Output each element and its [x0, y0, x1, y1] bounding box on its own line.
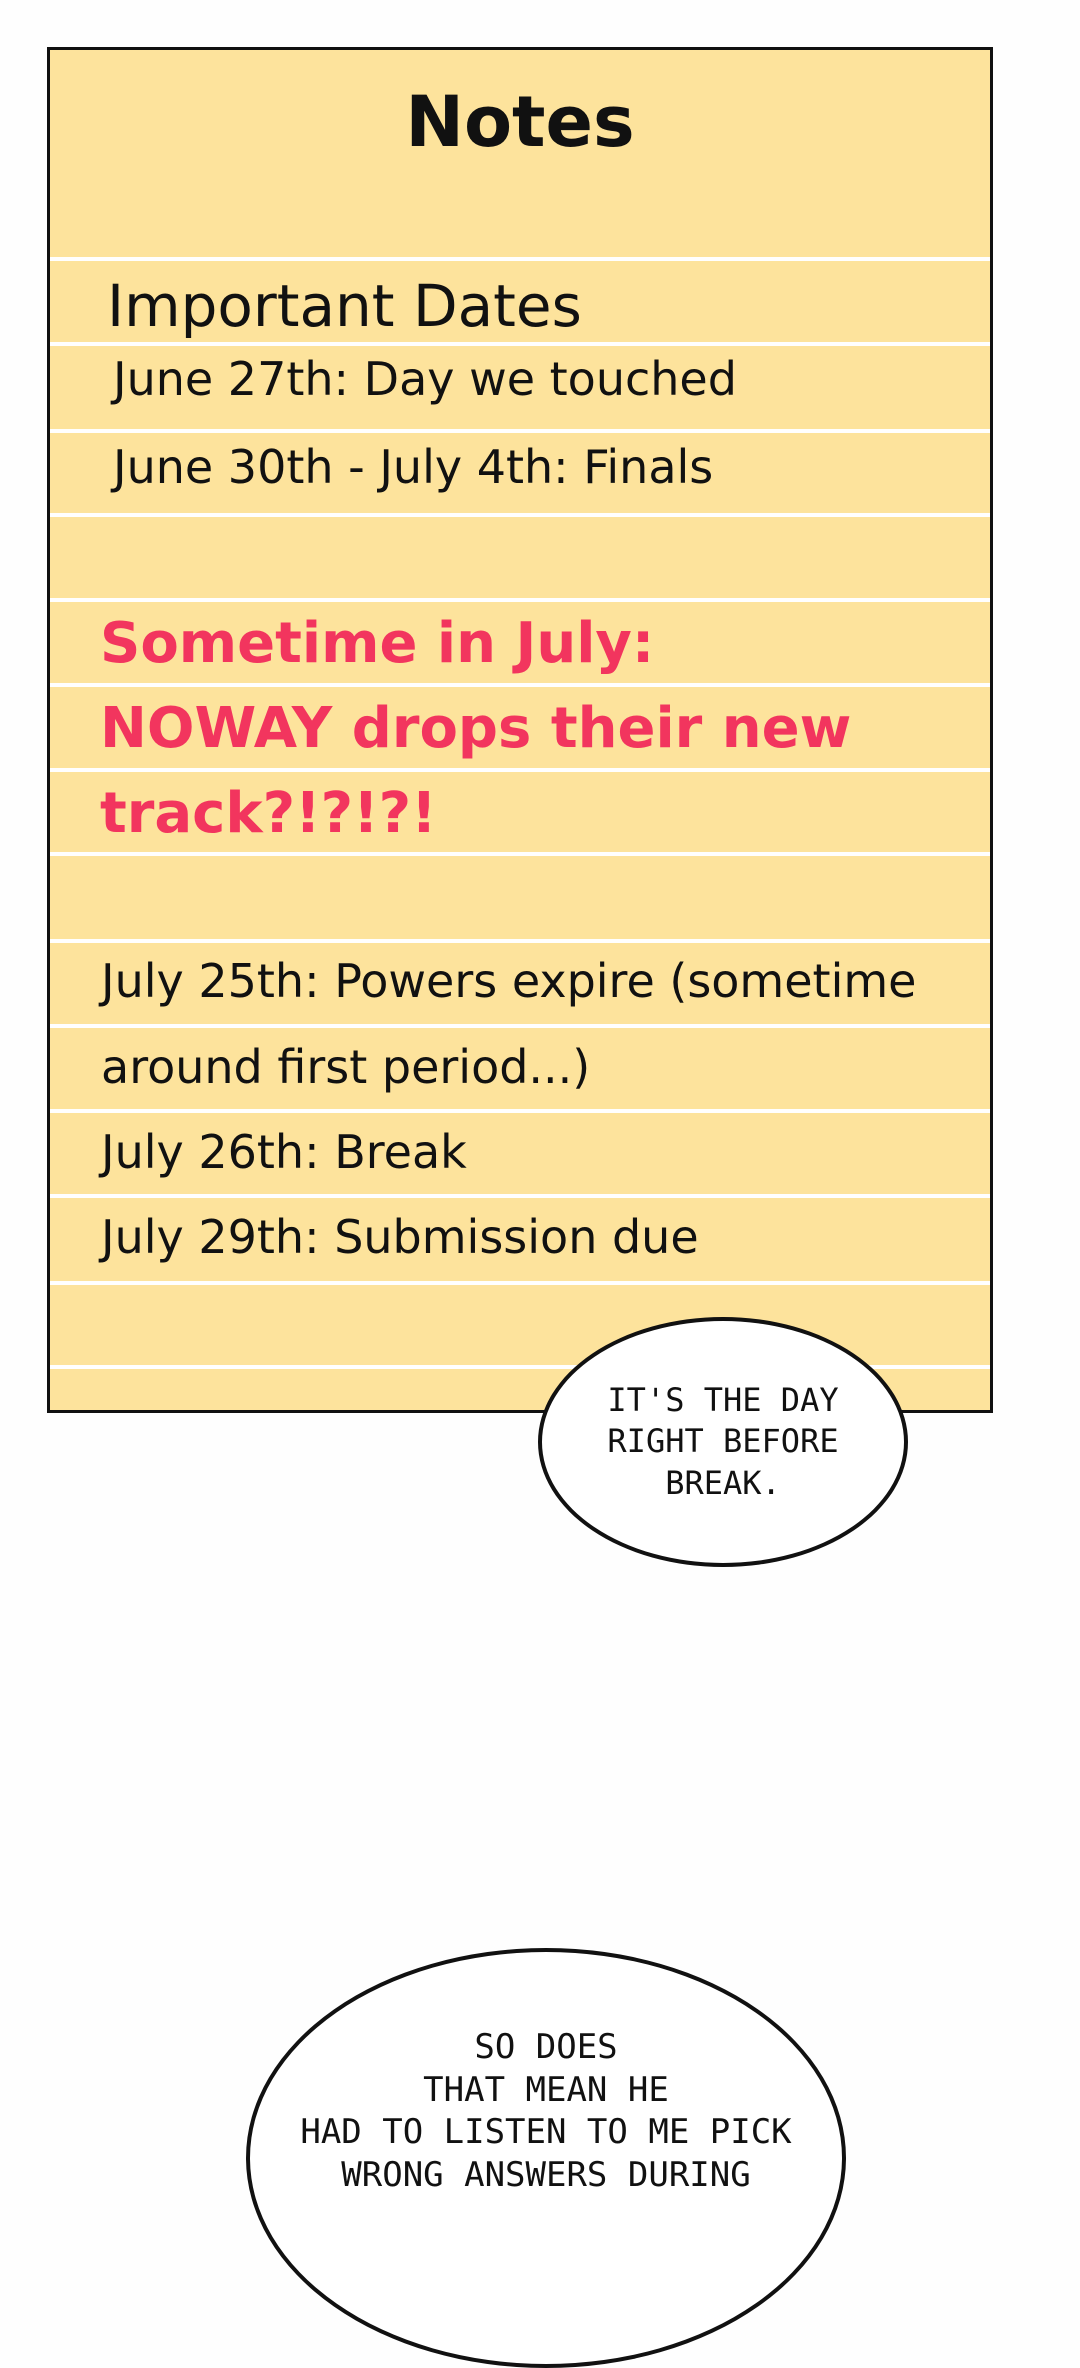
- speech-text: SO DOES: [474, 2027, 618, 2067]
- notes-title: Notes: [405, 81, 635, 163]
- date-entry: July 25th: Powers expire (sometime: [101, 954, 917, 1008]
- ruled-line: [50, 852, 990, 856]
- notes-card: [47, 47, 993, 1413]
- ruled-line: [50, 1281, 990, 1285]
- ruled-line: [50, 683, 990, 687]
- date-entry: June 27th: Day we touched: [113, 352, 737, 406]
- speech-text: RIGHT BEFORE: [607, 1422, 839, 1461]
- speech-text: HAD TO LISTEN TO ME PICK: [300, 2112, 792, 2152]
- date-entry: June 30th - July 4th: Finals: [113, 440, 714, 494]
- speech-bubble: [538, 1317, 908, 1567]
- highlight-line: Sometime in July:: [100, 611, 655, 676]
- highlight-line: track?!?!?!: [100, 781, 437, 846]
- speech-text: BREAK.: [665, 1463, 781, 1502]
- important-dates-heading: Important Dates: [107, 272, 582, 340]
- ruled-line: [50, 342, 990, 346]
- ruled-line: [50, 939, 990, 943]
- speech-text: THAT MEAN HE: [423, 2069, 669, 2110]
- date-entry: July 26th: Break: [101, 1125, 467, 1179]
- speech-bubble: [246, 1948, 846, 2368]
- speech-text: WRONG ANSWERS DURING: [341, 2154, 751, 2195]
- ruled-line: [50, 1109, 990, 1113]
- ruled-line: [50, 257, 990, 261]
- highlight-line: NOWAY drops their new: [100, 696, 852, 761]
- date-entry: July 29th: Submission due: [101, 1210, 699, 1264]
- date-entry: around first period...): [101, 1040, 591, 1094]
- ruled-line: [50, 768, 990, 772]
- ruled-line: [50, 513, 990, 517]
- ruled-line: [50, 429, 990, 433]
- ruled-line: [50, 1024, 990, 1028]
- speech-text: IT'S THE DAY: [607, 1380, 839, 1419]
- ruled-line: [50, 1194, 990, 1198]
- ruled-line: [50, 598, 990, 602]
